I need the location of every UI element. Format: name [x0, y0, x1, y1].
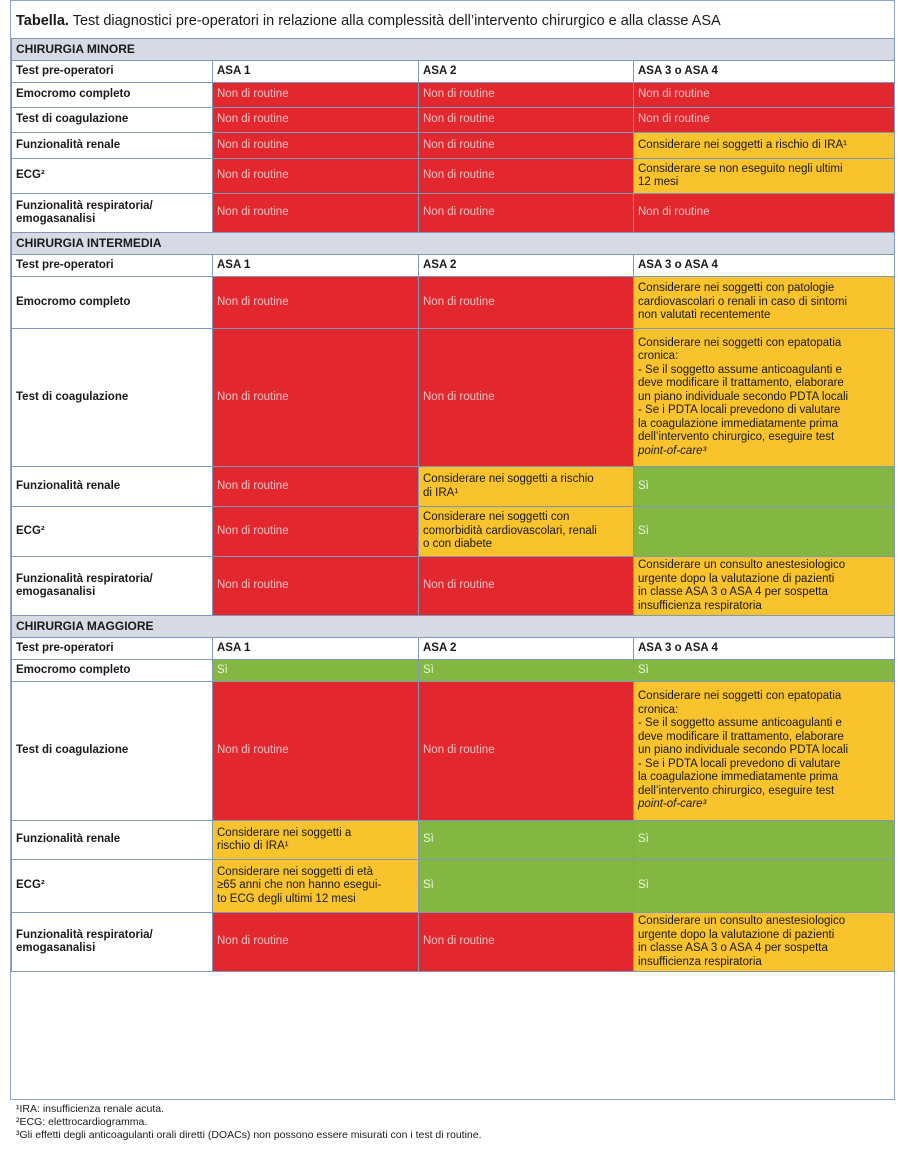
cell-text-line: rischio di IRA¹	[217, 840, 289, 852]
cell-text-line: Sì	[217, 663, 228, 676]
column-header-test: Test pre-operatori	[12, 255, 213, 277]
cell-red	[419, 194, 634, 233]
cell-text-line: - Se il soggetto assume anticoagulanti e	[638, 717, 842, 730]
row-label: Funzionalità renale	[12, 467, 213, 507]
cell-text-line: Considerare se non eseguito negli ultimi	[638, 162, 843, 175]
cell-text-line: Non di routine	[217, 206, 289, 219]
cell-red	[213, 557, 419, 616]
table-row	[12, 557, 895, 616]
cell-yellow	[634, 913, 895, 972]
cell-text-line: cardiovascolari o renali in caso di sintomi	[638, 295, 848, 308]
cell-text-line: Considerare nei soggetti a rischio	[423, 473, 594, 485]
cell-red	[213, 108, 419, 133]
row-label: Funzionalità respiratoria/ emogasanalisi	[12, 913, 213, 972]
cell-text-line: point-of-care³	[638, 444, 707, 457]
table-row	[12, 660, 895, 682]
row-label: Test di coagulazione	[12, 329, 213, 467]
cell-text-line: Non di routine	[423, 390, 495, 403]
cell-red	[419, 682, 634, 821]
cell-red	[419, 329, 634, 467]
cell-green	[634, 821, 895, 860]
cell-text-line: cronica:	[638, 703, 679, 716]
table-row	[12, 860, 895, 913]
section-header-row	[12, 39, 895, 61]
cell-text-line: deve modificare il trattamento, elaborare	[638, 730, 844, 743]
cell-green	[419, 660, 634, 682]
table-row	[12, 467, 895, 507]
column-header-asa-2: ASA 2	[419, 61, 634, 83]
cell-red	[634, 194, 895, 233]
column-header-asa-3: ASA 3 o ASA 4	[634, 255, 895, 277]
cell-text-line: Considerare nei soggetti di età	[217, 865, 373, 878]
row-label: Test di coagulazione	[12, 108, 213, 133]
column-header-row	[12, 61, 895, 83]
cell-text-line: - Se il soggetto assume anticoagulanti e	[638, 363, 842, 376]
cell-text-line: Considerare nei soggetti con epatopatia	[638, 690, 842, 703]
cell-text-line: in classe ASA 3 o ASA 4 per sospetta	[638, 942, 828, 954]
column-header-asa-2: ASA 2	[419, 638, 634, 660]
cell-yellow	[419, 507, 634, 557]
cell-yellow	[634, 277, 895, 329]
preoperative-tests-table	[11, 38, 895, 972]
cell-text-line: Considerare un consulto anestesiologico	[638, 915, 846, 927]
cell-text-line: di IRA¹	[423, 486, 459, 499]
cell-text-line: Considerare nei soggetti a	[217, 826, 352, 839]
cell-red	[419, 557, 634, 616]
cell-text-line: la coagulazione immediatamente prima	[638, 771, 839, 784]
cell-text-line: Non di routine	[217, 579, 289, 592]
cell-red	[419, 277, 634, 329]
cell-green	[213, 660, 419, 682]
footnote-3: ³Gli effetti degli anticoagulanti orali diretti (DOACs) non possono essere misurati con i test di routine.	[16, 1129, 482, 1141]
cell-red	[213, 913, 419, 972]
section-title: CHIRURGIA INTERMEDIA	[12, 233, 895, 255]
cell-red	[213, 507, 419, 557]
cell-text-line: urgente dopo la valutazione di pazienti	[638, 928, 835, 941]
row-label: Funzionalità respiratoria/ emogasanalisi	[12, 194, 213, 233]
cell-text-line: un piano individuale secondo PDTA locali	[638, 744, 849, 757]
footnote-1: ¹IRA: insufficienza renale acuta.	[16, 1103, 165, 1115]
row-label: ECG²	[12, 860, 213, 913]
table-row	[12, 194, 895, 233]
cell-text-line: Considerare nei soggetti a rischio di IRA¹	[638, 138, 848, 151]
table-title	[16, 8, 721, 34]
cell-green	[419, 821, 634, 860]
cell-text-line: Non di routine	[423, 744, 495, 757]
cell-yellow	[634, 329, 895, 467]
cell-text-line: la coagulazione immediatamente prima	[638, 417, 839, 430]
cell-green	[634, 467, 895, 507]
cell-green	[634, 660, 895, 682]
cell-yellow	[634, 159, 895, 194]
row-label: Funzionalità respiratoria/ emogasanalisi	[12, 557, 213, 616]
column-header-asa-3: ASA 3 o ASA 4	[634, 61, 895, 83]
cell-text-line: Non di routine	[423, 579, 495, 592]
cell-text-line: Non di routine	[423, 88, 495, 101]
section-header-row	[12, 616, 895, 638]
table-row	[12, 682, 895, 821]
column-header-asa-1: ASA 1	[213, 61, 419, 83]
cell-red	[213, 133, 419, 159]
table-row	[12, 913, 895, 972]
table-body	[12, 39, 895, 972]
cell-text-line: Considerare nei soggetti con patologie	[638, 282, 835, 295]
cell-text-line: Non di routine	[217, 524, 289, 537]
title-text: Test diagnostici pre-operatori in relazione alla complessità dell’intervento chirurgico e alla classe ASA	[72, 13, 721, 29]
row-label: ECG²	[12, 507, 213, 557]
cell-text-line: - Se i PDTA locali prevedono di valutare	[638, 757, 841, 770]
cell-text-line: Non di routine	[217, 295, 289, 308]
table-row	[12, 133, 895, 159]
cell-text-line: - Se i PDTA locali prevedono di valutare	[638, 404, 841, 417]
row-label: Test di coagulazione	[12, 682, 213, 821]
cell-text-line: Non di routine	[423, 113, 495, 126]
cell-red	[213, 194, 419, 233]
cell-text-line: Non di routine	[217, 390, 289, 403]
cell-yellow	[634, 557, 895, 616]
cell-text-line: dell’intervento chirurgico, eseguire test	[638, 431, 835, 444]
cell-text-line: insufficienza respiratoria	[638, 599, 762, 612]
cell-text-line: Sì	[638, 879, 649, 892]
row-label: Funzionalità renale	[12, 821, 213, 860]
footnote-2: ²ECG: elettrocardiogramma.	[16, 1116, 148, 1128]
cell-yellow	[213, 860, 419, 913]
cell-text-line: ≥65 anni che non hanno esegui-	[217, 879, 382, 892]
cell-text-line: Considerare un consulto anestesiologico	[638, 559, 846, 571]
cell-red	[419, 913, 634, 972]
row-label: Emocromo completo	[12, 660, 213, 682]
cell-text-line: o con diabete	[423, 538, 493, 551]
section-header-row	[12, 233, 895, 255]
cell-text-line: 12 mesi	[638, 176, 679, 188]
table-row	[12, 507, 895, 557]
cell-text-line: Non di routine	[423, 295, 495, 308]
cell-yellow	[634, 133, 895, 159]
cell-text-line: Non di routine	[217, 935, 289, 948]
table-row	[12, 159, 895, 194]
cell-text-line: comorbidità cardiovascolari, renali	[423, 524, 597, 537]
cell-text-line: insufficienza respiratoria	[638, 955, 762, 968]
cell-text-line: Non di routine	[217, 138, 289, 151]
cell-yellow	[634, 682, 895, 821]
cell-red	[419, 108, 634, 133]
table-row	[12, 821, 895, 860]
cell-text-line: Non di routine	[423, 935, 495, 948]
cell-text-line: Sì	[638, 833, 649, 846]
row-label: ECG²	[12, 159, 213, 194]
cell-red	[213, 83, 419, 108]
table-row	[12, 329, 895, 467]
cell-yellow	[213, 821, 419, 860]
footnotes	[16, 1103, 886, 1142]
cell-red	[419, 133, 634, 159]
cell-text-line: deve modificare il trattamento, elaborare	[638, 377, 844, 390]
column-header-asa-2: ASA 2	[419, 255, 634, 277]
column-header-asa-3: ASA 3 o ASA 4	[634, 638, 895, 660]
cell-text-line: Non di routine	[423, 138, 495, 151]
cell-green	[419, 860, 634, 913]
cell-text-line: Sì	[638, 524, 649, 537]
cell-text-line: Non di routine	[638, 88, 710, 101]
cell-text-line: non valutati recentemente	[638, 309, 771, 322]
cell-text-line: Non di routine	[423, 169, 495, 182]
row-label: Emocromo completo	[12, 277, 213, 329]
column-header-test: Test pre-operatori	[12, 61, 213, 83]
cell-text-line: Non di routine	[423, 206, 495, 219]
cell-text-line: Non di routine	[217, 113, 289, 126]
cell-text-line: urgente dopo la valutazione di pazienti	[638, 572, 835, 585]
cell-text-line: cronica:	[638, 350, 679, 363]
cell-text-line: Sì	[638, 663, 649, 676]
cell-text-line: Considerare nei soggetti con	[423, 511, 570, 524]
title-prefix: Tabella.	[16, 13, 69, 29]
cell-red	[213, 329, 419, 467]
column-header-asa-1: ASA 1	[213, 255, 419, 277]
row-label: Funzionalità renale	[12, 133, 213, 159]
column-header-test: Test pre-operatori	[12, 638, 213, 660]
cell-red	[419, 159, 634, 194]
cell-red	[213, 277, 419, 329]
cell-green	[634, 860, 895, 913]
cell-yellow	[419, 467, 634, 507]
cell-text-line: Non di routine	[217, 744, 289, 757]
cell-text-line: Sì	[423, 833, 434, 846]
column-header-row	[12, 255, 895, 277]
cell-text-line: Sì	[423, 879, 434, 892]
cell-green	[634, 507, 895, 557]
cell-text-line: Non di routine	[217, 479, 289, 492]
cell-text-line: Non di routine	[638, 206, 710, 219]
cell-red	[213, 159, 419, 194]
cell-text-line: Non di routine	[217, 88, 289, 101]
cell-text-line: Considerare nei soggetti con epatopatia	[638, 336, 842, 349]
cell-red	[213, 467, 419, 507]
cell-red	[634, 108, 895, 133]
section-title: CHIRURGIA MINORE	[12, 39, 895, 61]
cell-text-line: to ECG degli ultimi 12 mesi	[217, 892, 356, 905]
cell-text-line: un piano individuale secondo PDTA locali	[638, 390, 849, 403]
table-row	[12, 277, 895, 329]
cell-text-line: in classe ASA 3 o ASA 4 per sospetta	[638, 586, 828, 598]
cell-red	[419, 83, 634, 108]
cell-text-line: Non di routine	[217, 169, 289, 182]
section-title: CHIRURGIA MAGGIORE	[12, 616, 895, 638]
column-header-asa-1: ASA 1	[213, 638, 419, 660]
row-label: Emocromo completo	[12, 83, 213, 108]
cell-red	[213, 682, 419, 821]
cell-text-line: dell’intervento chirurgico, eseguire test	[638, 784, 835, 797]
table-row	[12, 108, 895, 133]
cell-text-line: point-of-care³	[638, 798, 707, 811]
column-header-row	[12, 638, 895, 660]
cell-red	[634, 83, 895, 108]
table-row	[12, 83, 895, 108]
cell-text-line: Sì	[638, 479, 649, 492]
cell-text-line: Non di routine	[638, 113, 710, 126]
cell-text-line: Sì	[423, 663, 434, 676]
